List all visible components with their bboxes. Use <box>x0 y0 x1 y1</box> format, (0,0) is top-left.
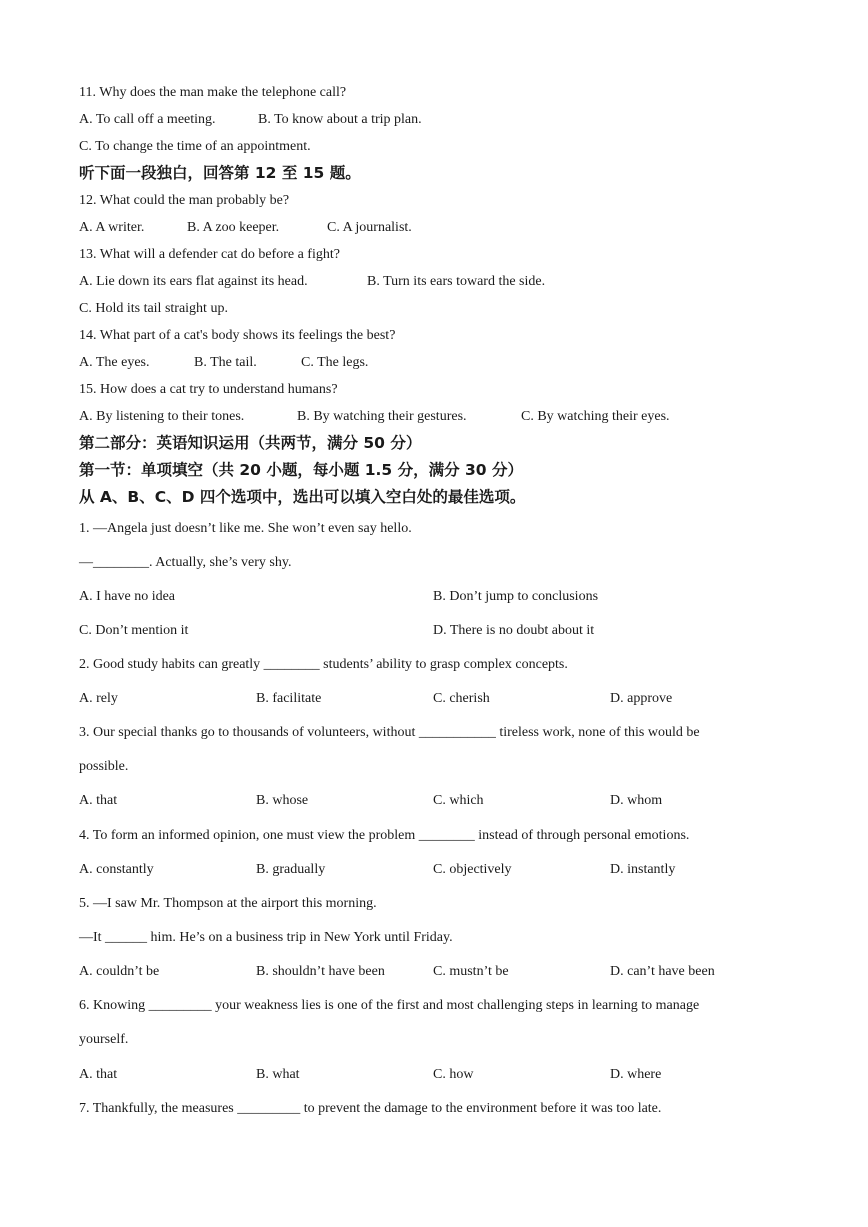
q6-option-b: B. what <box>256 1067 300 1082</box>
q6-option-d: D. where <box>610 1067 662 1082</box>
q13-option-c: C. Hold its tail straight up. <box>79 301 228 316</box>
q2-option-b: B. facilitate <box>256 691 322 706</box>
q12-option-c: C. A journalist. <box>327 220 412 235</box>
q11-option-b: B. To know about a trip plan. <box>258 112 422 127</box>
q6-line1: 6. Knowing _________ your weakness lies is one of the first and most challenging steps in learning to manage <box>79 998 700 1013</box>
q4-option-c: C. objectively <box>433 862 512 877</box>
q1-option-d: D. There is no doubt about it <box>433 623 595 638</box>
instruction-text: 从 A、B、C、D 四个选项中，选出可以填入空白处的最佳选项。 <box>79 488 526 506</box>
q15-option-b: B. By watching their gestures. <box>297 409 467 424</box>
q6-line2: yourself. <box>79 1032 129 1047</box>
q15-stem: 15. How does a cat try to understand humans? <box>79 382 338 397</box>
monologue-heading: 听下面一段独白，回答第 12 至 15 题。 <box>79 164 361 182</box>
q6-option-a: A. that <box>79 1067 118 1082</box>
q4-option-a: A. constantly <box>79 862 154 877</box>
q5-line2: —It ______ him. He’s on a business trip in New York until Friday. <box>79 930 453 945</box>
q3-option-a: A. that <box>79 793 118 808</box>
q3-option-d: D. whom <box>610 793 663 808</box>
q1-option-a: A. I have no idea <box>79 589 176 604</box>
q12-option-a: A. A writer. <box>79 220 145 235</box>
q14-stem: 14. What part of a cat's body shows its feelings the best? <box>79 328 396 343</box>
q13-option-a: A. Lie down its ears flat against its head. <box>79 274 308 289</box>
q11-stem: 11. Why does the man make the telephone call? <box>79 85 347 100</box>
q5-line1: 5. —I saw Mr. Thompson at the airport this morning. <box>79 896 377 911</box>
q1-line1: 1. —Angela just doesn’t like me. She won’t even say hello. <box>79 521 412 536</box>
q3-line2: possible. <box>79 759 129 774</box>
q2-option-d: D. approve <box>610 691 673 706</box>
q6-option-c: C. how <box>433 1067 474 1082</box>
q7-stem: 7. Thankfully, the measures _________ to prevent the damage to the environment before it was too late. <box>79 1101 662 1116</box>
q15-option-a: A. By listening to their tones. <box>79 409 245 424</box>
q4-option-d: D. instantly <box>610 862 676 877</box>
q15-option-c: C. By watching their eyes. <box>521 409 670 424</box>
q4-stem: 4. To form an informed opinion, one must view the problem ________ instead of through personal emotions. <box>79 828 690 843</box>
q12-option-b: B. A zoo keeper. <box>187 220 280 235</box>
q3-option-c: C. which <box>433 793 484 808</box>
q5-option-d: D. can’t have been <box>610 964 715 979</box>
q2-option-c: C. cherish <box>433 691 490 706</box>
part2-heading: 第二部分：英语知识运用（共两节，满分 50 分） <box>79 434 422 452</box>
q1-line2: —________. Actually, she’s very shy. <box>79 555 292 570</box>
q11-option-a: A. To call off a meeting. <box>79 112 216 127</box>
q13-stem: 13. What will a defender cat do before a fight? <box>79 247 340 262</box>
q13-option-b: B. Turn its ears toward the side. <box>367 274 546 289</box>
q3-line1: 3. Our special thanks go to thousands of volunteers, without ___________ tireless work, none of this would be <box>79 725 700 740</box>
q1-option-b: B. Don’t jump to conclusions <box>433 589 599 604</box>
q14-option-a: A. The eyes. <box>79 355 150 370</box>
q2-stem: 2. Good study habits can greatly ________ students’ ability to grasp complex concepts. <box>79 657 568 672</box>
q5-option-b: B. shouldn’t have been <box>256 964 385 979</box>
q14-option-b: B. The tail. <box>194 355 257 370</box>
q5-option-c: C. mustn’t be <box>433 964 509 979</box>
q14-option-c: C. The legs. <box>301 355 369 370</box>
section1-heading: 第一节：单项填空（共 20 小题，每小题 1.5 分，满分 30 分） <box>79 461 523 479</box>
q11-option-c: C. To change the time of an appointment. <box>79 139 311 154</box>
q2-option-a: A. rely <box>79 691 118 706</box>
q3-option-b: B. whose <box>256 793 309 808</box>
q12-stem: 12. What could the man probably be? <box>79 193 290 208</box>
q5-option-a: A. couldn’t be <box>79 964 160 979</box>
q1-option-c: C. Don’t mention it <box>79 623 189 638</box>
q4-option-b: B. gradually <box>256 862 326 877</box>
